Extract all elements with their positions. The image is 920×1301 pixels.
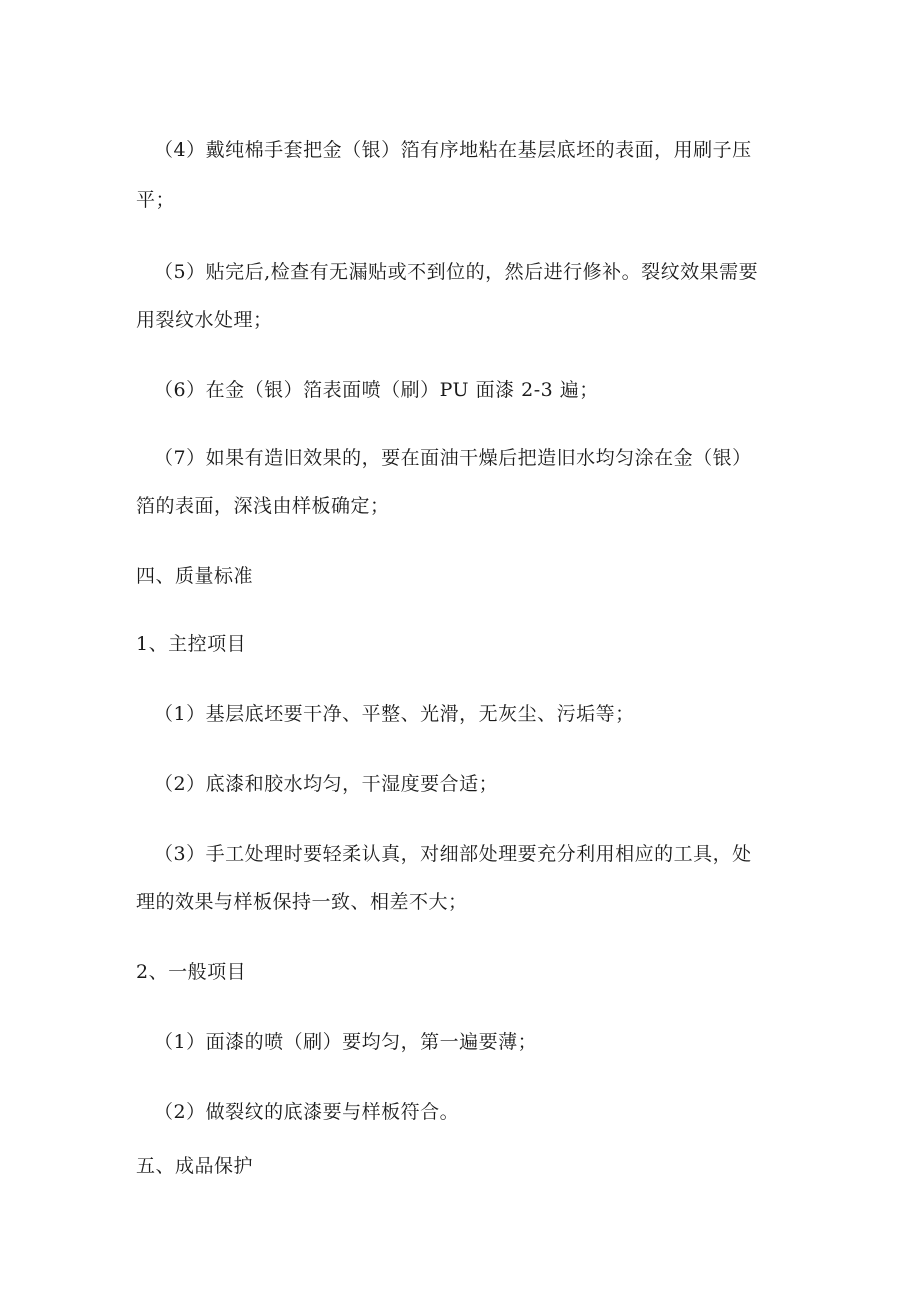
- section-heading-quality-standard: 四、质量标准: [136, 565, 254, 587]
- step-6-line: （6）在金（银）箔表面喷（刷）PU 面漆 2-3 遍；: [154, 379, 599, 401]
- general-item-1-line: （1）面漆的喷（刷）要均匀，第一遍要薄；: [154, 1031, 538, 1053]
- main-item-3-line-2: 理的效果与样板保持一致、相差不大；: [136, 891, 468, 913]
- main-item-1-line: （1）基层底坯要干净、平整、光滑，无灰尘、污垢等；: [154, 703, 635, 725]
- step-4-line-2: 平；: [136, 189, 176, 211]
- main-item-3-line-1: （3）手工处理时要轻柔认真，对细部处理要充分利用相应的工具，处: [154, 843, 752, 865]
- main-item-2-line: （2）底漆和胶水均匀，干湿度要合适；: [154, 773, 499, 795]
- step-7-line-1: （7）如果有造旧效果的，要在面油干燥后把造旧水均匀涂在金（银）: [154, 447, 752, 469]
- section-heading-product-protection: 五、成品保护: [136, 1155, 254, 1177]
- subheading-main-control-items: 1、主控项目: [136, 633, 247, 655]
- step-7-line-2: 箔的表面，深浅由样板确定；: [136, 495, 390, 517]
- step-5-line-2: 用裂纹水处理；: [136, 309, 273, 331]
- step-4-line-1: （4）戴纯棉手套把金（银）箔有序地粘在基层底坯的表面，用刷子压: [154, 139, 752, 161]
- step-5-line-1: （5）贴完后,检查有无漏贴或不到位的，然后进行修补。裂纹效果需要: [154, 261, 759, 283]
- subheading-general-items: 2、一般项目: [136, 961, 247, 983]
- general-item-2-line: （2）做裂纹的底漆要与样板符合。: [154, 1101, 460, 1123]
